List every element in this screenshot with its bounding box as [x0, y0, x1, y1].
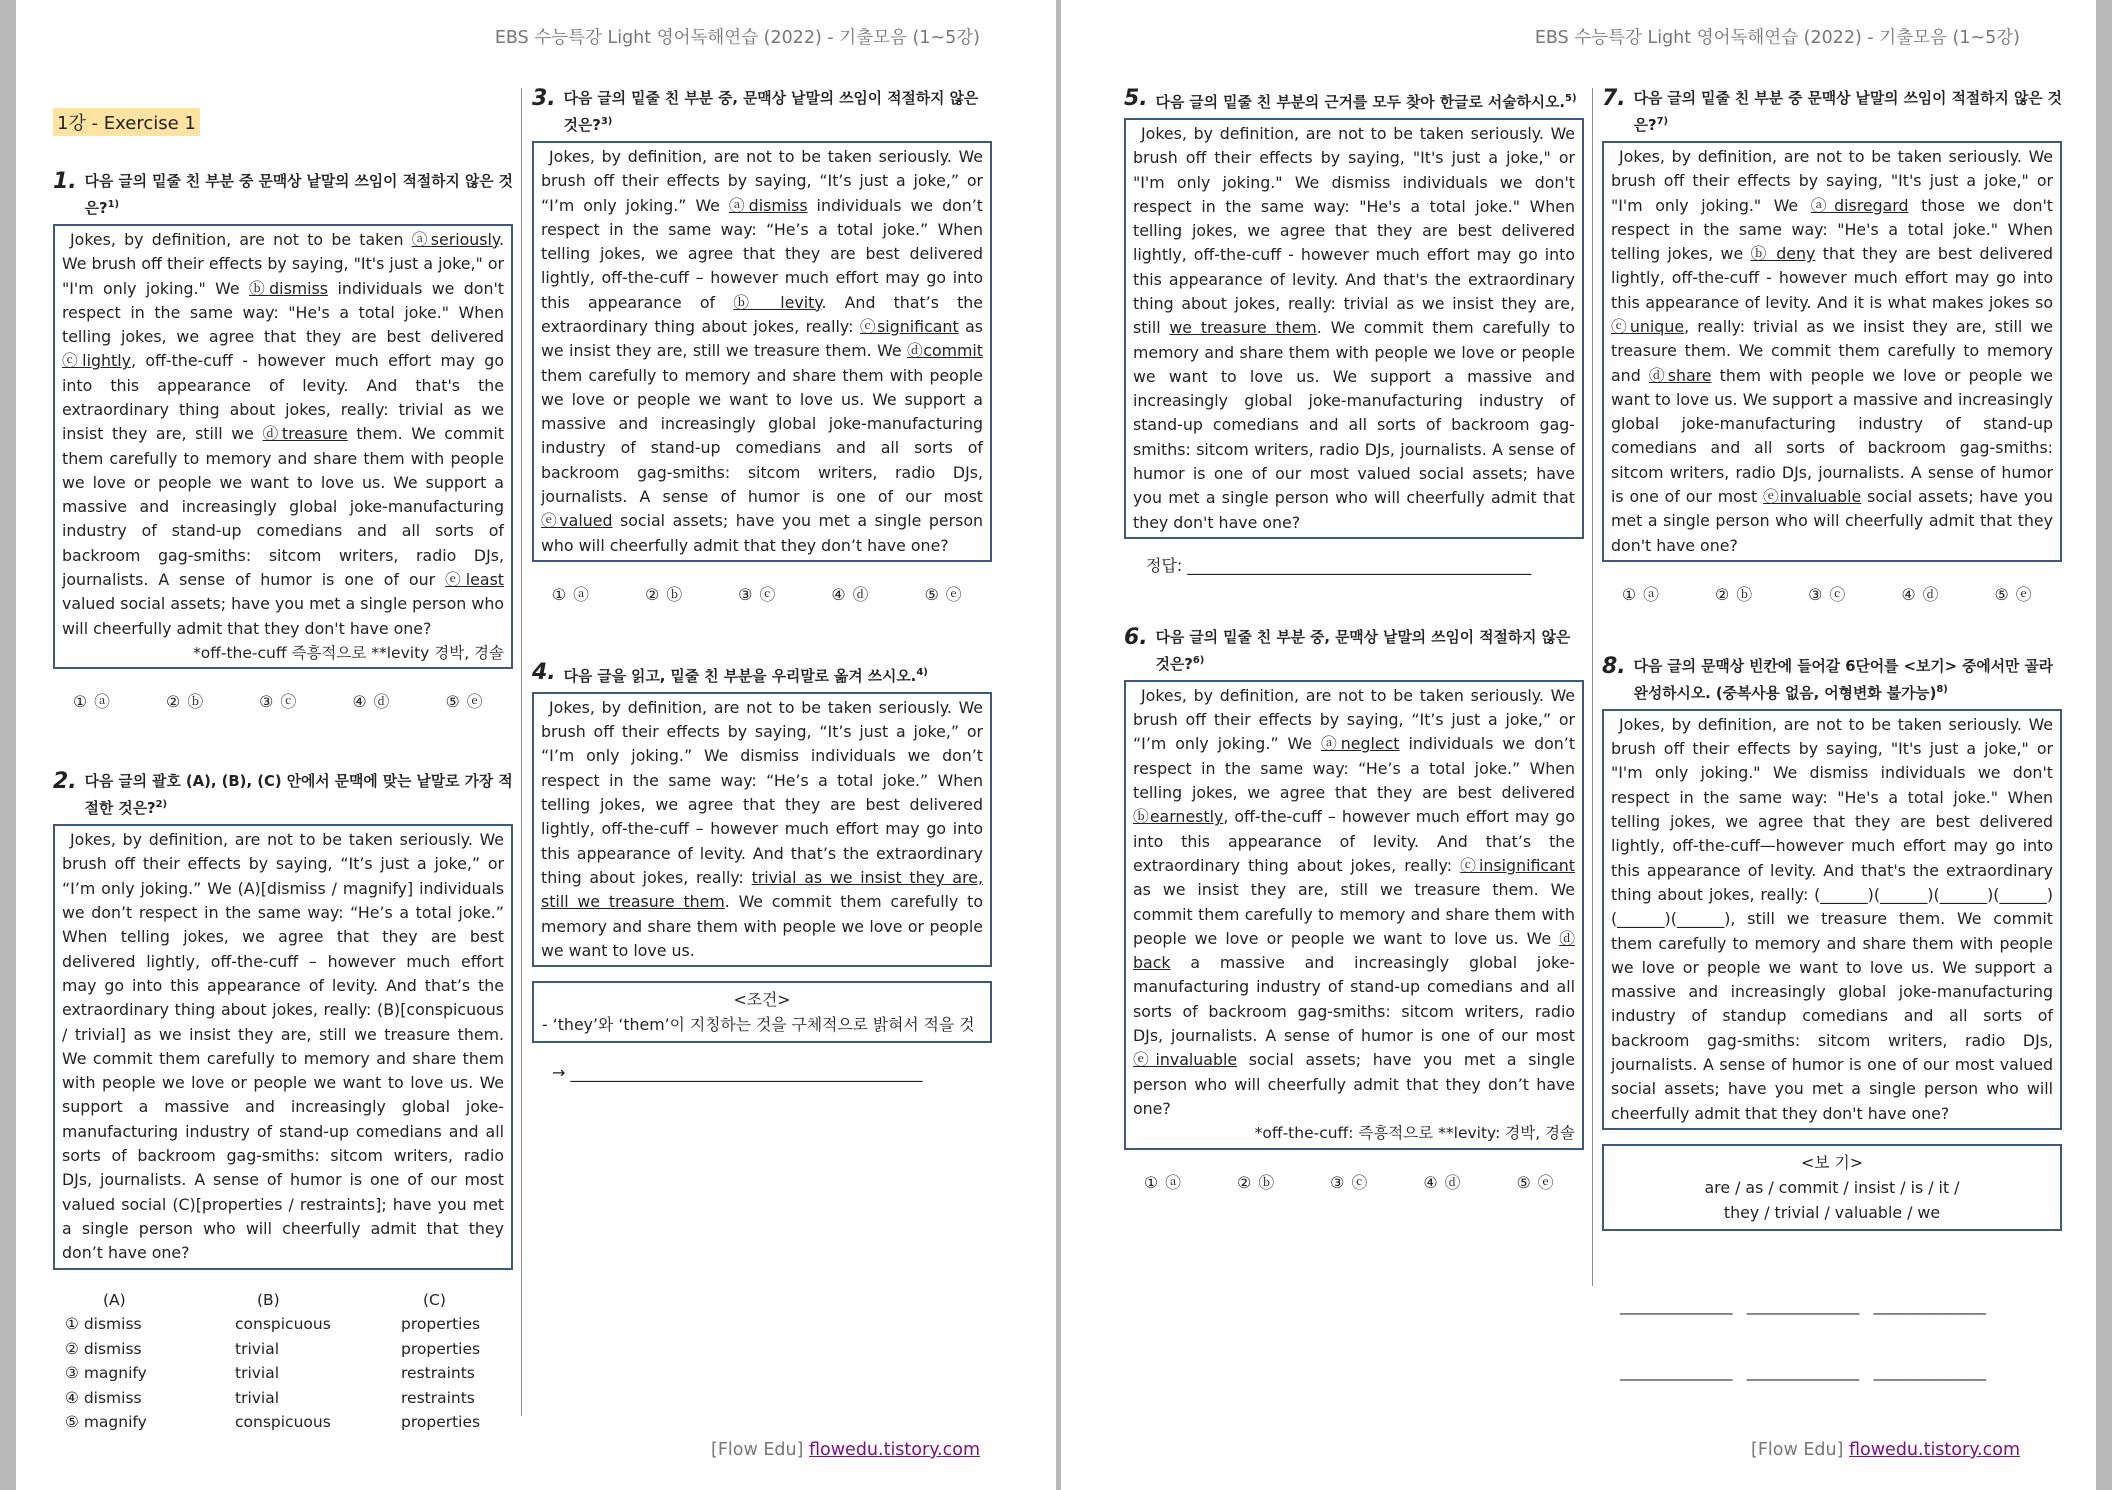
question-6-header: [1124, 626, 1584, 676]
passage-box: Jokes, by definition, are not to be taken seriously. We brush off their effects by saying, “It’s just a joke,” or “I’m only joking.” We (A)[dismiss / magnify] individuals we don’t respect in the same way: “He’s a total joke.” When telling jokes, we agree that they are best delivered lightly, off-the-cuff – however much effort may go into this appearance of levity. And that’s the extraordinary thing about jokes, really: (B)[conspicuous / trivial] as we insist they are, still we treasure them. We commit them carefully to memory and share them with people we love or people we want to love us. We support a massive and increasingly global joke-manufacturing industry of stand-up comedians and all sorts of backroom gag-smiths: sitcom writers, radio DJs, journalists. A sense of humor is one of our most valued social (C)[properties / restraints]; have you met a single person who will cheerfully admit that they don’t have one?: [53, 824, 513, 1269]
condition-text: - ‘they’와 ‘them’이 지칭하는 것을 구체적으로 밝혀서 적을 것: [542, 1015, 975, 1035]
option-cell: ① dismiss: [65, 1315, 142, 1334]
passage-text: Jokes, by definition, are not to be taken seriously. We brush off their effects by saying, “It’s just a joke,” or “I’m only joking.” We: [541, 146, 983, 215]
page-left: [16, 0, 1056, 1490]
option-cell: restraints: [401, 1364, 475, 1383]
bogi-words: they / trivial / valuable / we: [1723, 1202, 1941, 1222]
passage-box: [1602, 141, 2062, 562]
column-1: [53, 108, 513, 1435]
answer-choices: ① ⓐ ② ⓑ ③ ⓒ ④ ⓓ ⑤ ⓔ: [1144, 1172, 1554, 1192]
page-footer: [1751, 1440, 2020, 1460]
vocab-note: *off-the-cuff 즉흥적으로 **levity 경박, 경솔: [192, 643, 504, 662]
question-4: [532, 661, 992, 1082]
option-row: [65, 1386, 480, 1411]
column-4: [1602, 87, 2062, 1427]
passage-text: individuals we don’t respect in the same way: “He’s a total joke.” When telling jokes, we agree that they are best delivered: [1133, 734, 1576, 803]
question-number: 6.: [1124, 624, 1148, 650]
underlined-word-c: ⓒsignificant: [859, 317, 959, 336]
question-title: 다음 글을 읽고, 밑줄 친 부분을 우리말로 옮겨 쓰시오.: [563, 667, 917, 685]
underlined-word-b: ⓑdismiss: [248, 278, 329, 298]
answer-line: → ____________________________________________: [552, 1063, 923, 1083]
question-1-header: [53, 170, 513, 220]
footnote-ref: 2): [155, 799, 168, 811]
option-cell: properties: [401, 1315, 481, 1334]
passage-text: . And that’s the extraordinary thing about jokes, really:: [541, 292, 984, 336]
underlined-word-b: ⓑ deny: [1750, 244, 1816, 264]
underlined-word-b: ⓑ levity: [733, 292, 822, 312]
underlined-word-c: ⓒinsignificant: [1460, 855, 1575, 875]
option-cell: trivial: [235, 1388, 280, 1407]
passage-text: social assets; have you met a single person who will cheerfully admit that they don't have one?: [1611, 487, 2053, 555]
question-1: [53, 170, 513, 712]
question-title: 다음 글의 밑줄 친 부분 중 문맥상 낱말의 쓰임이 적절하지 않은 것은?: [1633, 90, 2062, 134]
underlined-word-b: ⓑearnestly: [1133, 807, 1224, 827]
passage-text: them carefully to memory and share them with people we love or people we want to love us. We support a massive and increasingly global joke-manufacturing industry of stand-up comedians and all sorts of backroom gag-smiths: sitcom writers, radio DJs, journalists. A sense of humor is one of our most: [541, 365, 983, 507]
question-number: 5.: [1124, 86, 1148, 111]
underlined-sentence: trivial as we insist they are, still we treasure them: [541, 867, 983, 912]
question-title: 다음 글의 밑줄 친 부분의 근거를 모두 찾아 한글로 서술하시오.: [1155, 93, 1566, 111]
passage-text: individuals we don’t respect in the same way: “He’s a total joke.” When telling jokes, we agree that they are best delivered lightly, off-the-cuff – however much effort may go into this appearance of: [541, 195, 984, 312]
question-7: [1602, 87, 2062, 605]
question-3-header: [532, 87, 992, 137]
footer-label: [Flow Edu]: [1751, 1440, 1844, 1460]
bogi-words: are / as / commit / insist / is / it /: [1704, 1177, 1960, 1197]
passage-text: them with people we love or people we want to love us. We support a massive and increasingly global joke-manufacturing industry of stand-up comedians and all sorts of backroom gag-smiths: sitcom writers, radio DJs, journalists. A sense of humor is one of our most: [1611, 365, 2053, 507]
question-5-header: [1124, 87, 1584, 114]
passage-text: valued social assets; have you met a single person who will cheerfully admit that they don't have one?: [62, 594, 504, 638]
passage-text: , off-the-cuff - however much effort may go into this appearance of levity. And that's the extraordinary thing about jokes, really: trivial as we insist they are, still we: [62, 351, 504, 444]
option-cell: ⑤ magnify: [65, 1413, 147, 1432]
options-header: (A): [103, 1290, 126, 1309]
option-row: [65, 1410, 480, 1435]
options-header-row: [65, 1288, 480, 1313]
answer-choices: ① ⓐ ② ⓑ ③ ⓒ ④ ⓓ ⑤ ⓔ: [1622, 584, 2032, 604]
underlined-word-a: ⓐneglect: [1320, 734, 1400, 754]
footer-link[interactable]: flowedu.tistory.com: [809, 1440, 980, 1460]
passage-text: as we insist they are, still we treasure them. We: [541, 317, 984, 361]
underlined-word-d: ⓓcommit: [907, 341, 983, 361]
option-cell: trivial: [235, 1364, 280, 1383]
passage-text: social assets; have you met a single person who will cheerfully admit that they don’t have one?: [1133, 1050, 1576, 1118]
question-2-header: [53, 770, 513, 820]
footnote-ref: 3): [600, 116, 613, 127]
question-7-header: [1602, 87, 2062, 137]
underlined-word-d: ⓓshare: [1648, 365, 1712, 385]
option-cell: properties: [401, 1339, 481, 1358]
page-right: [1061, 0, 2096, 1490]
condition-box: [532, 981, 992, 1043]
question-number: 8.: [1602, 653, 1626, 679]
underlined-word-c: ⓒlightly: [62, 351, 131, 371]
vocab-note: *off-the-cuff: 즉흥적으로 **levity: 경박, 경솔: [1254, 1124, 1575, 1143]
underlined-word-a: ⓐdismiss: [728, 195, 808, 215]
question-number: 3.: [532, 86, 556, 111]
passage-text: a massive and increasingly global joke-manufacturing industry of stand-up comedians and all sorts of backroom gag-smiths: sitcom writers, radio DJs, journalists. A sense of humor is one of our most: [1133, 953, 1575, 1046]
answer-blank-line: _______________ _______________ _______________: [1620, 1296, 1987, 1315]
question-number: 2.: [53, 769, 77, 795]
column-3: [1124, 87, 1584, 1193]
question-title: 다음 글의 밑줄 친 부분 중 문맥상 낱말의 쓰임이 적절하지 않은 것은?: [84, 173, 513, 217]
passage-text: . We brush off their effects by saying, "It's just a joke," or "I'm only joking." We: [62, 229, 505, 298]
option-cell: ④ dismiss: [65, 1388, 142, 1407]
option-cell: conspicuous: [235, 1315, 331, 1334]
footnote-ref: 4): [916, 666, 928, 678]
column-divider: [1592, 88, 1593, 1286]
footnote-ref: 6): [1192, 654, 1205, 666]
underlined-word-c: ⓒunique: [1611, 317, 1685, 336]
underlined-word-a: ⓐseriously: [411, 229, 499, 249]
passage-box: [532, 141, 992, 562]
question-6: [1124, 626, 1584, 1193]
passage-text: Jokes, by definition, are not to be taken seriously. We brush off their effects by saying, "It's just a joke," or "I'm only joking." We dismiss individuals we don't respect in the same way: "He's a total joke." When telling jokes, we agree that they are best delivered lightly, off-the-cuff - however much effort may go into this appearance of levity. And that's the extraordinary thing about jokes, really: trivial as we insist they are, still: [1133, 123, 1575, 338]
footnote-ref: 7): [1656, 116, 1669, 127]
lesson-title: 1강 - Exercise 1: [53, 108, 200, 136]
question-number: 4.: [532, 659, 556, 685]
passage-text: social assets; have you met a single person who will cheerfully admit that they don’t have one?: [541, 511, 983, 555]
footnote-ref: 8): [1936, 683, 1948, 695]
underlined-phrase: we treasure them: [1169, 318, 1317, 338]
question-number: 7.: [1602, 86, 1626, 111]
condition-title: <조건>: [733, 990, 791, 1010]
bogi-box: [1602, 1144, 2062, 1231]
passage-box: [1124, 118, 1584, 539]
options-table: [65, 1288, 480, 1435]
page-footer: [711, 1440, 980, 1460]
footer-link[interactable]: flowedu.tistory.com: [1849, 1440, 2020, 1460]
option-row: [65, 1312, 480, 1337]
passage-box: [1124, 680, 1584, 1150]
passage-text: . We commit them carefully to memory and share them with people we love or people we want to love us.: [541, 892, 983, 960]
option-row: [65, 1337, 480, 1362]
underlined-word-e: ⓔvalued: [541, 511, 613, 531]
option-cell: ③ magnify: [65, 1364, 147, 1383]
question-5: [1124, 87, 1584, 576]
option-cell: trivial: [235, 1339, 280, 1358]
question-8: [1602, 655, 2062, 1427]
column-divider: [521, 88, 522, 1416]
answer-choices: ① ⓐ ② ⓑ ③ ⓒ ④ ⓓ ⑤ ⓔ: [552, 584, 962, 604]
passage-text: . We commit them carefully to memory and share them with people we love or people we want to love us. We support a massive and increasingly global joke-manufacturing industry of stand-up comedians and all sorts of backroom gag-smiths: sitcom writers, radio DJs, journalists. A sense of humor is one of our most valued social assets; have you met a single person who will cheerfully admit that they don't have one?: [1133, 318, 1575, 532]
footnote-ref: 5): [1565, 93, 1577, 104]
question-title: 다음 글의 괄호 (A), (B), (C) 안에서 문맥에 맞는 낱말로 가장 적절한 것은?: [84, 773, 513, 818]
passage-box: Jokes, by definition, are not to be taken seriously. We brush off their effects by saying, "It's just a joke," or "I'm only joking." We dismiss individuals we don't respect in the same way: "He's a total joke." When telling jokes, we agree that they are best delivered lightly, off-the-cuff—however much effort may go into this appearance of levity. And that's the extraordinary thing about jokes, really: (______)(______)(______)(______)(______)(______), still we treasure them. We commit them carefully to memory and share them with people we love or people we want to love us. We support a massive and increasingly global joke-manufacturing industry of standup comedians and all sorts of backroom gag-smiths: sitcom writers, radio DJs, journalists. A sense of humor is one of our most valued social assets; have you met a single person who will cheerfully admit that they don't have one?: [1602, 709, 2062, 1130]
options-header: (C): [423, 1290, 446, 1309]
passage-text: , really: trivial as we insist they are, still we treasure them. We commit them carefully to memory and: [1611, 317, 2053, 385]
passage-text: Jokes, by definition, are not to be taken seriously. We brush off their effects by saying, “It’s just a joke,” or “I’m only joking.” We dismiss individuals we don’t respect in the same way: “He’s a total joke.” When telling jokes, we agree that they are best delivered lightly, off-the-cuff – however much effort may go into this appearance of levity. And that’s the extraordinary thing about jokes, really:: [541, 697, 983, 887]
option-cell: properties: [401, 1413, 481, 1432]
answer-line: 정답: ___________________________________________: [1146, 555, 1532, 575]
option-cell: ② dismiss: [65, 1339, 142, 1358]
option-row: [65, 1361, 480, 1386]
answer-choices: ① ⓐ ② ⓑ ③ ⓒ ④ ⓓ ⑤ ⓔ: [73, 692, 483, 712]
passage-box: [532, 692, 992, 967]
bogi-title: <보 기>: [1800, 1152, 1863, 1172]
footer-label: [Flow Edu]: [711, 1440, 804, 1460]
question-number: 1.: [53, 169, 77, 194]
question-2: [53, 770, 513, 1434]
underlined-word-d: ⓓtreasure: [262, 424, 348, 444]
passage-box: [53, 224, 513, 669]
passage-text: individuals we don't respect in the same way: "He's a total joke." When telling jokes, we agree that they are best delivered: [62, 278, 504, 347]
question-3: [532, 87, 992, 605]
passage-text: Jokes, by definition, are not to be taken seriously. We brush off their effects by saying, "It's just a joke," or "I'm only joking." We: [1611, 146, 2053, 215]
answer-blank-line: _______________ _______________ _______________: [1620, 1362, 1987, 1381]
underlined-word-e: ⓔleast: [445, 570, 504, 590]
column-2: [532, 87, 992, 1082]
passage-text: that they are best delivered lightly, off-the-cuff - however much effort may go into this appearance of levity. And it is what makes jokes so: [1611, 244, 2053, 312]
option-cell: conspicuous: [235, 1413, 331, 1432]
question-title: 다음 글의 밑줄 친 부분 중, 문맥상 낱말의 쓰임이 적절하지 않은 것은?: [1155, 628, 1571, 673]
options-header: (B): [257, 1290, 280, 1309]
answer-blanks: [1620, 1251, 2062, 1427]
question-title: 다음 글의 밑줄 친 부분 중, 문맥상 낱말의 쓰임이 적절하지 않은 것은?: [563, 90, 979, 134]
underlined-word-d: ⓓ back: [1133, 928, 1575, 973]
question-8-header: [1602, 655, 2062, 705]
question-4-header: [532, 661, 992, 688]
underlined-word-e: ⓔinvaluable: [1763, 487, 1862, 507]
passage-text: , off-the-cuff – however much effort may go into this appearance of levity. And that’s the extraordinary thing about jokes, really:: [1133, 807, 1575, 875]
page-header: EBS 수능특강 Light 영어독해연습 (2022) - 기출모음 (1~5강): [1534, 28, 2020, 48]
page-header: EBS 수능특강 Light 영어독해연습 (2022) - 기출모음 (1~5강): [494, 28, 980, 48]
passage-text: them. We commit them carefully to memory and share them with people we love or people we want to love us. We support a massive and increasingly global joke-manufacturing industry of stand-up comedians and all sorts of backroom gag-smiths: sitcom writers, radio DJs, journalists. A sense of humor is one of our: [62, 424, 504, 590]
passage-text: those we don't respect in the same way: "He's a total joke." When telling jokes, we: [1611, 195, 2054, 264]
passage-text: Jokes, by definition, are not to be taken: [70, 229, 412, 249]
question-title: 다음 글의 문맥상 빈칸에 들어갈 6단어를 <보기> 중에서만 골라 완성하시오. (중복사용 없음, 어형변화 불가능): [1633, 657, 2054, 702]
footnote-ref: 1): [107, 199, 120, 210]
underlined-word-a: ⓐdisregard: [1810, 195, 1909, 215]
option-cell: restraints: [401, 1388, 475, 1407]
passage-text: as we insist they are, still we treasure them. We commit them carefully to memory and share them with people we love or people we want to love us. We: [1133, 880, 1575, 948]
underlined-word-e: ⓔinvaluable: [1133, 1050, 1238, 1070]
passage-text: Jokes, by definition, are not to be taken seriously. We brush off their effects by saying, “It’s just a joke,” or “I’m only joking.” We: [1133, 685, 1575, 754]
